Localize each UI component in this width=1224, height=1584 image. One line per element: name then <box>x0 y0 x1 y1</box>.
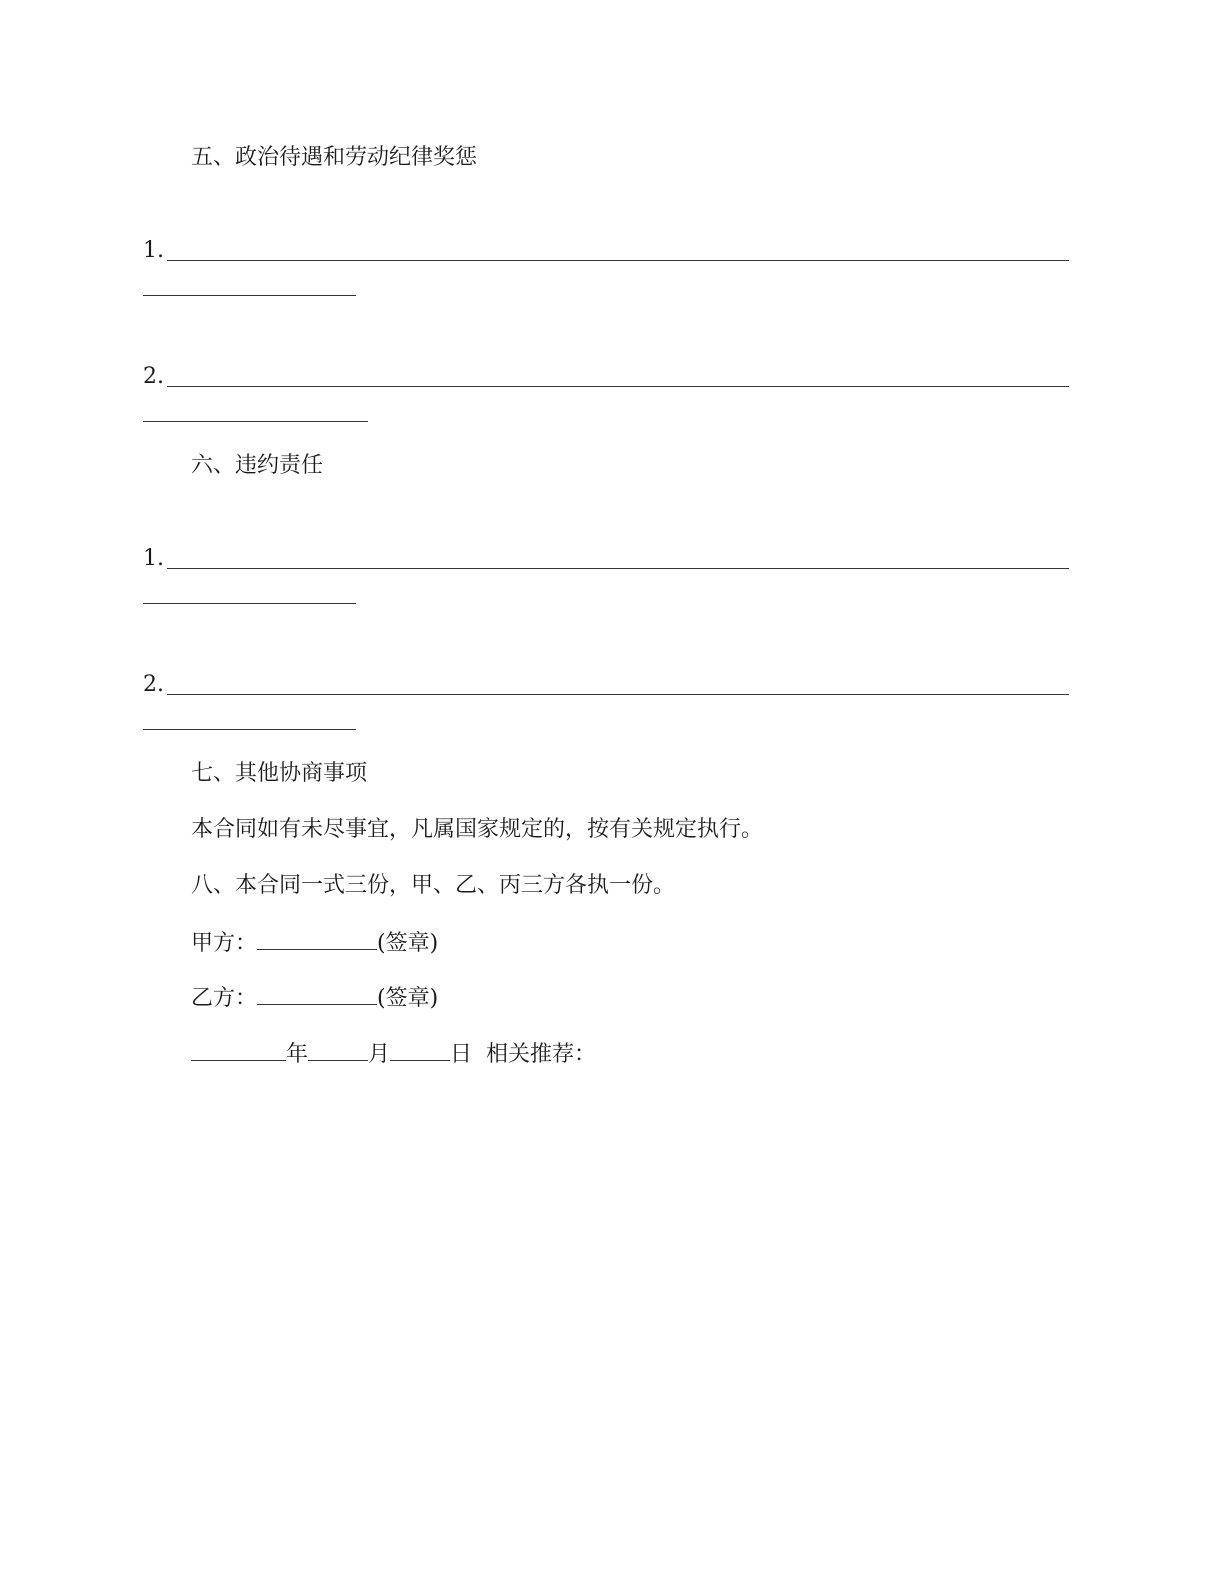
section-5-heading: 五、政治待遇和劳动纪律奖惩 <box>191 145 478 170</box>
day-label: 日 <box>450 1042 473 1067</box>
party-a-signature-row <box>191 927 438 958</box>
section-6-heading: 六、违约责任 <box>191 453 324 478</box>
section-5-item-1-number: 1. <box>143 238 164 263</box>
section-6-item-2-blank-line[interactable] <box>167 694 1069 695</box>
section-5-item-2-number: 2. <box>143 364 164 389</box>
section-6-item-1-blank-line-continued[interactable] <box>143 603 356 604</box>
party-a-label: 甲方： <box>191 931 258 956</box>
section-6-item-1-number: 1. <box>143 546 164 571</box>
date-row <box>191 1038 596 1069</box>
month-blank[interactable] <box>308 1038 368 1061</box>
related-recommendations-label: 相关推荐： <box>486 1042 597 1067</box>
party-b-seal-label: (签章) <box>377 986 439 1011</box>
section-5-item-1-blank-line[interactable] <box>167 260 1069 261</box>
section-7-heading: 七、其他协商事项 <box>191 761 368 786</box>
section-5-item-2-blank-line-continued[interactable] <box>143 421 368 422</box>
section-5-item-2-blank-line[interactable] <box>167 386 1069 387</box>
section-6-item-2-blank-line-continued[interactable] <box>143 729 356 730</box>
party-b-label: 乙方： <box>191 986 258 1011</box>
section-5-item-1-blank-line-continued[interactable] <box>143 295 356 296</box>
year-label: 年 <box>286 1042 309 1067</box>
section-6-item-2-number: 2. <box>143 672 164 697</box>
day-blank[interactable] <box>390 1038 450 1061</box>
section-6-item-1-blank-line[interactable] <box>167 568 1069 569</box>
party-a-seal-label: (签章) <box>377 931 439 956</box>
section-8-text: 八、本合同一式三份，甲、乙、丙三方各执一份。 <box>191 873 676 898</box>
month-label: 月 <box>368 1042 391 1067</box>
party-b-signature-blank[interactable] <box>257 982 377 1005</box>
year-blank[interactable] <box>191 1038 286 1061</box>
section-7-text: 本合同如有未尽事宜，凡属国家规定的，按有关规定执行。 <box>191 817 764 842</box>
party-b-signature-row <box>191 982 438 1013</box>
party-a-signature-blank[interactable] <box>257 927 377 950</box>
